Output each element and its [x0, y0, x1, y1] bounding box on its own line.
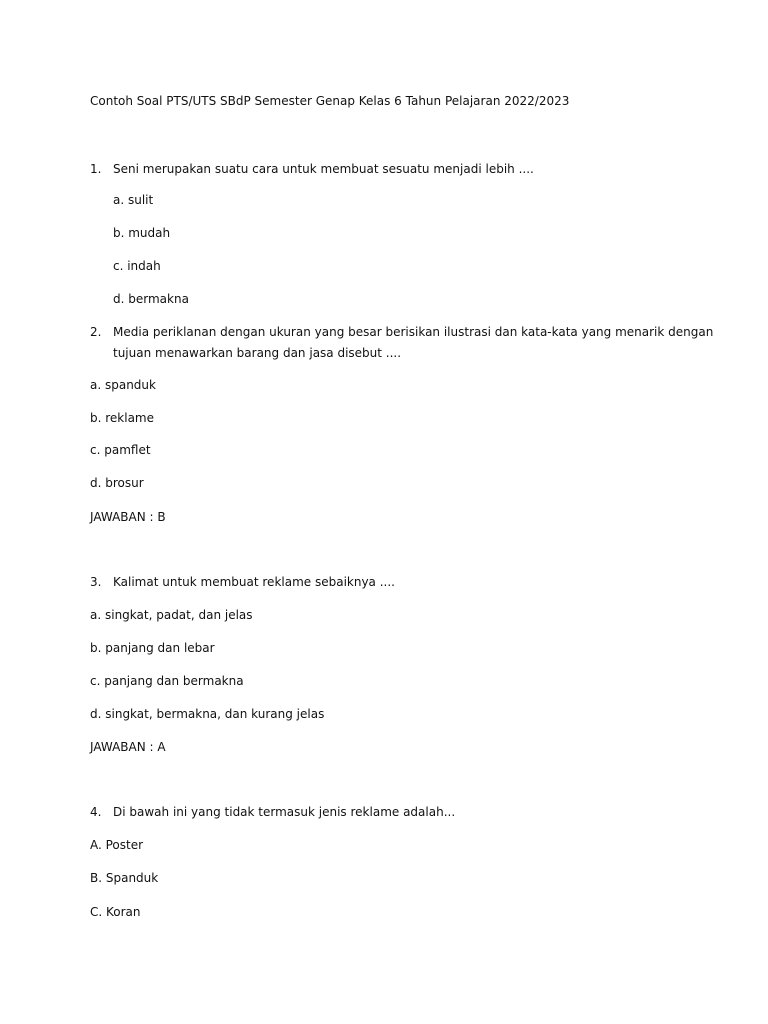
- answer-option-c: c. pamflet: [90, 443, 151, 457]
- answer-option-b: B. Spanduk: [90, 871, 159, 885]
- question-number: 1.: [90, 162, 102, 176]
- answer-option-b: b. mudah: [113, 226, 171, 240]
- answer-option-d: d. brosur: [90, 476, 144, 490]
- question-number: 2.: [90, 325, 102, 339]
- answer-option-b: b. panjang dan lebar: [90, 641, 215, 655]
- question-text: Seni merupakan suatu cara untuk membuat sesuatu menjadi lebih ....: [113, 162, 534, 176]
- answer-option-d: d. bermakna: [113, 292, 189, 306]
- answer-option-b: b. reklame: [90, 411, 155, 425]
- question-number: 4.: [90, 805, 102, 819]
- question-number: 3.: [90, 575, 102, 589]
- answer-key: JAWABAN : B: [90, 510, 166, 524]
- answer-option-c: c. panjang dan bermakna: [90, 674, 244, 688]
- answer-option-a: a. singkat, padat, dan jelas: [90, 608, 253, 622]
- answer-option-a: A. Poster: [90, 838, 144, 852]
- answer-option-a: a. spanduk: [90, 378, 156, 392]
- answer-key: JAWABAN : A: [90, 740, 166, 754]
- question-text-continued: tujuan menawarkan barang dan jasa disebut ....: [113, 346, 402, 360]
- answer-option-d: d. singkat, bermakna, dan kurang jelas: [90, 707, 325, 721]
- answer-option-c: c. indah: [113, 259, 161, 273]
- answer-option-a: a. sulit: [113, 193, 154, 207]
- answer-option-c: C. Koran: [90, 905, 141, 919]
- question-text: Kalimat untuk membuat reklame sebaiknya ....: [113, 575, 395, 589]
- document-title: Contoh Soal PTS/UTS SBdP Semester Genap Kelas 6 Tahun Pelajaran 2022/2023: [90, 94, 570, 108]
- question-text: Media periklanan dengan ukuran yang besar berisikan ilustrasi dan kata-kata yang menarik dengan: [113, 325, 714, 339]
- question-text: Di bawah ini yang tidak termasuk jenis reklame adalah...: [113, 805, 456, 819]
